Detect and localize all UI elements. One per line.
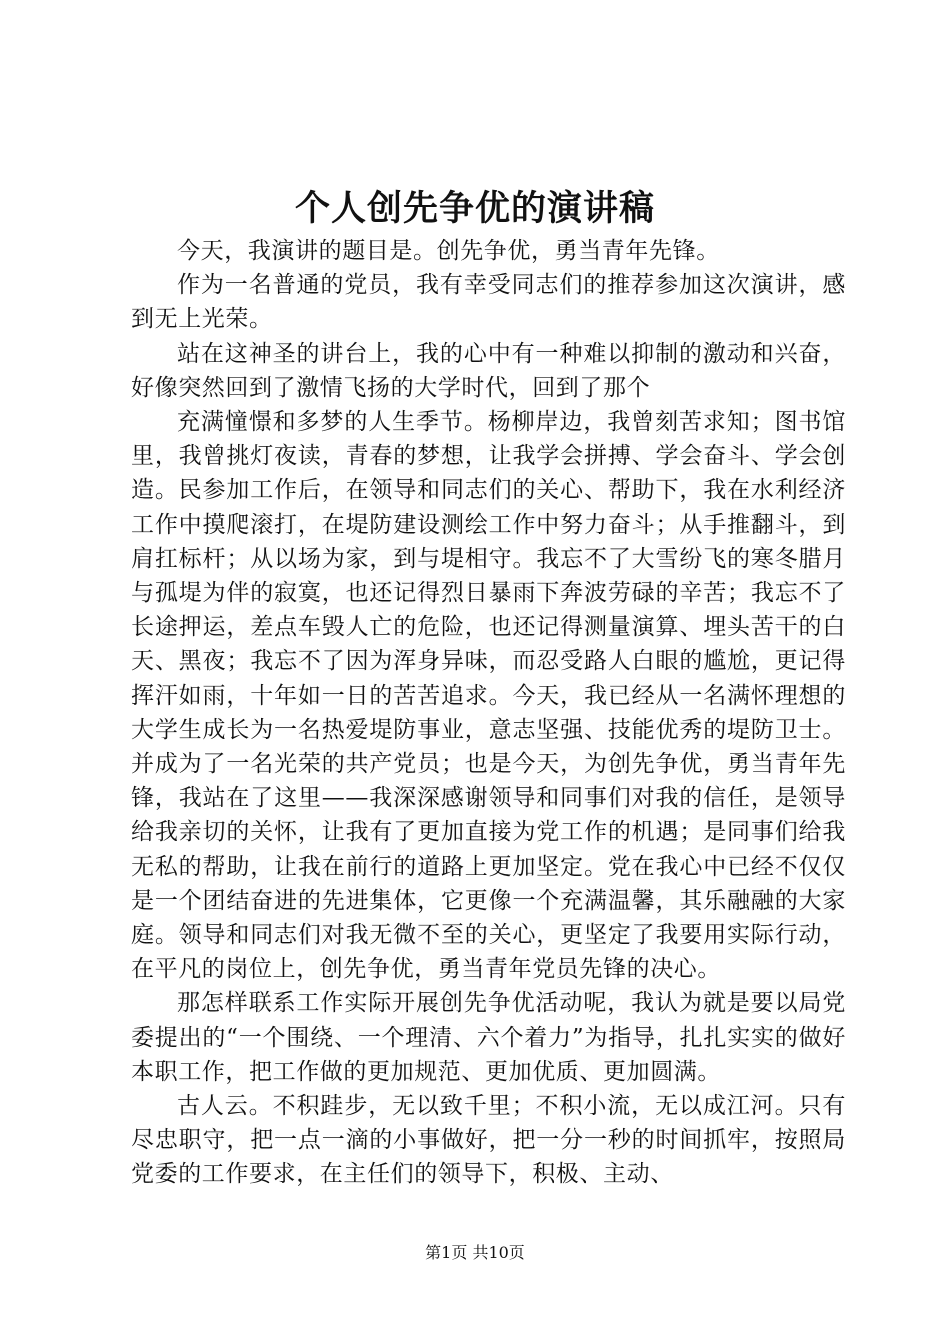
document-body [131,234,846,1192]
paragraph-1: 今天，我演讲的题目是。创先争优，勇当青年先锋。 [177,238,720,264]
paragraph-6: 古人云。不积跬步，无以致千里；不积小流，无以成江河。只有尽忠职守，把一点一滴的小事做好，把一分一秒的时间抓牢，按照局党委的工作要求，在主任们的领导下，积极、主动、 [131,1093,846,1188]
paragraph-5: 那怎样联系工作实际开展创先争优活动呢，我认为就是要以局党委提出的“一个围绕、一个理清、六个着力”为指导，扎扎实实的做好本职工作，把工作做的更加规范、更加优质、更加圆满。 [131,990,846,1085]
paragraph-3: 站在这神圣的讲台上，我的心中有一种难以抑制的激动和兴奋，好像突然回到了激情飞扬的大学时代，回到了那个 [131,340,846,401]
document-title: 个人创先争优的演讲稿 [294,188,655,229]
page-number-footer: 第1页 共10页 [425,1243,525,1262]
paragraph-2: 作为一名普通的党员，我有幸受同志们的推荐参加这次演讲，感到无上光荣。 [131,272,846,333]
paragraph-4: 充满憧憬和多梦的人生季节。杨柳岸边，我曾刻苦求知；图书馆里，我曾挑灯夜读，青春的梦想，让我学会拼搏、学会奋斗、学会创造。民参加工作后，在领导和同志们的关心、帮助下，我在水利经济工作中摸爬滚打，在堤防建设测绘工作中努力奋斗；从手推翻斗，到肩扛标杆；从以场为家，到与堤相守。我忘不了大雪纷飞的寒冬腊月与孤堤为伴的寂寞，也还记得烈日暴雨下奔波劳碌的辛苦；我忘不了长途押运，差点车毁人亡的危险，也还记得测量演算、埋头苦干的白天、黑夜；我忘不了因为浑身异味，而忍受路人白眼的尴尬，更记得挥汗如雨，十年如一日的苦苦追求。今天，我已经从一名满怀理想的大学生成长为一名热爱堤防事业，意志坚强、技能优秀的堤防卫士。并成为了一名光荣的共产党员；也是今天，为创先争优，勇当青年先锋，我站在了这里——我深深感谢领导和同事们对我的信任，是领导给我亲切的关怀，让我有了更加直接为党工作的机遇；是同事们给我无私的帮助，让我在前行的道路上更加坚定。党在我心中已经不仅仅是一个团结奋进的先进集体，它更像一个充满温馨，其乐融融的大家庭。领导和同志们对我无微不至的关心，更坚定了我要用实际行动，在平凡的岗位上，创先争优，勇当青年党员先锋的决心。 [131,409,846,983]
